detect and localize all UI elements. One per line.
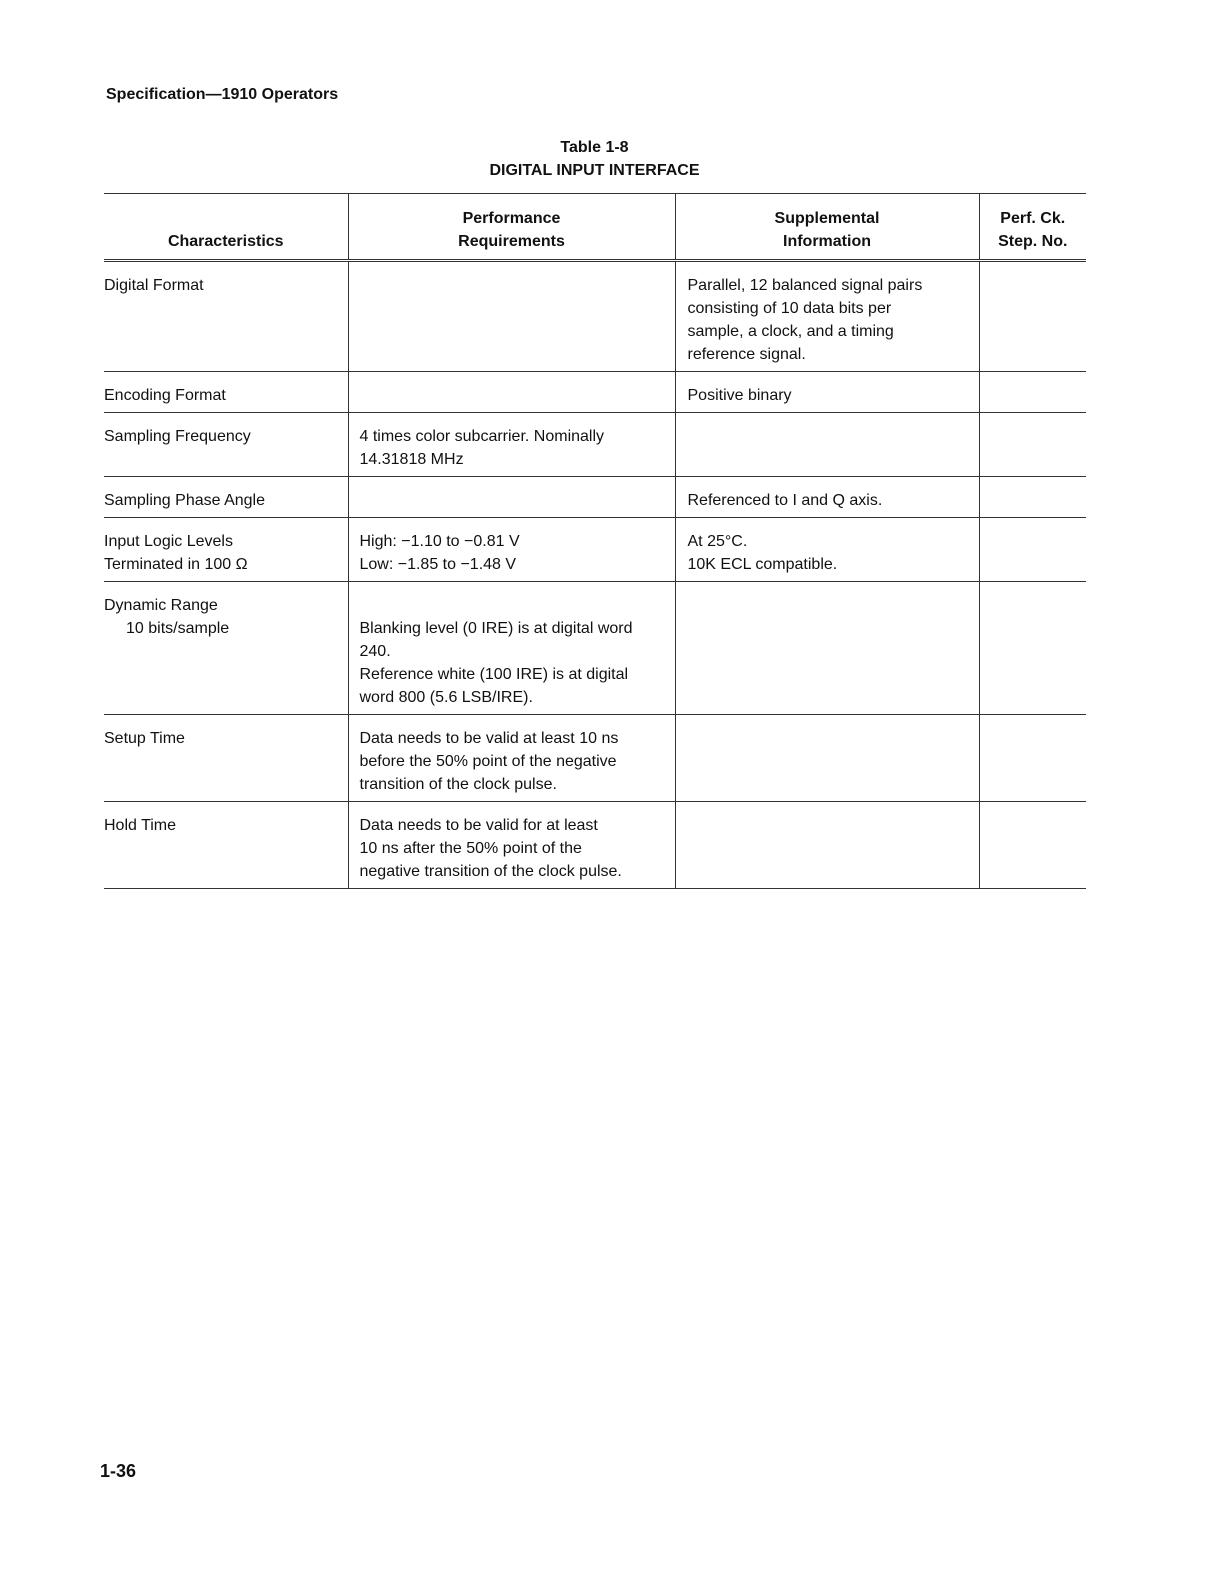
header-line: Performance [462,210,561,227]
cell-supplemental [675,518,979,582]
cell-line: Reference white (100 IRE) is at digital [359,666,629,683]
cell-supplemental [675,261,979,372]
header-line: Perf. Ck. [1000,210,1066,227]
cell-line: Dynamic Range [104,597,218,614]
cell-characteristics [104,261,348,372]
cell-characteristics [104,372,348,413]
cell-line: word 800 (5.6 LSB/IRE). [359,689,533,706]
cell-supplemental [675,802,979,889]
cell-line: Positive binary [687,387,792,404]
cell-supplemental [675,582,979,715]
cell-line: Low: −1.85 to −1.48 V [359,556,517,573]
cell-performance [348,802,675,889]
cell-line: Input Logic Levels [104,533,233,550]
cell-line: 10K ECL compatible. [687,556,838,573]
cell-supplemental [675,413,979,477]
cell-characteristics [104,518,348,582]
header-supplemental-information [675,194,979,261]
cell-step-number [979,582,1086,715]
cell-line: Referenced to I and Q axis. [687,492,883,509]
cell-characteristics [104,802,348,889]
cell-performance [348,413,675,477]
header-line: Supplemental [774,210,880,227]
cell-step-number [979,261,1086,372]
cell-characteristics [104,477,348,518]
cell-line: Encoding Format [104,387,226,404]
header-performance-requirements [348,194,675,261]
table-row [104,477,1086,518]
cell-performance [348,261,675,372]
page-number: 1-36 [100,1461,137,1481]
cell-line: consisting of 10 data bits per [687,300,892,317]
cell-line: sample, a clock, and a timing [687,323,894,340]
cell-performance [348,715,675,802]
cell-step-number [979,372,1086,413]
table-row [104,582,1086,715]
cell-line: Data needs to be valid for at least [359,817,598,834]
cell-characteristics [104,715,348,802]
cell-supplemental [675,715,979,802]
digital-input-interface-table [104,193,1086,889]
cell-line: Terminated in 100 Ω [104,556,248,573]
cell-line: Digital Format [104,277,204,294]
cell-line: reference signal. [687,346,806,363]
cell-line: Blanking level (0 IRE) is at digital word [359,620,633,637]
cell-characteristics [104,582,348,715]
cell-performance [348,372,675,413]
header-perf-check-step [979,194,1086,261]
cell-performance [348,582,675,715]
cell-line: Data needs to be valid at least 10 ns [359,730,619,747]
table-row [104,715,1086,802]
cell-line: Sampling Frequency [104,428,251,445]
table-row [104,802,1086,889]
table-header-row [104,194,1086,261]
cell-performance [348,477,675,518]
cell-characteristics [104,413,348,477]
cell-line: 14.31818 MHz [359,451,464,468]
cell-line: Hold Time [104,817,177,834]
cell-line: 10 ns after the 50% point of the [359,840,582,857]
cell-supplemental [675,372,979,413]
table-number: Table 1-8 [560,139,629,156]
header-characteristics [104,194,348,261]
cell-line: At 25°C. [687,533,748,550]
table-row [104,413,1086,477]
header-line: Information [783,233,871,250]
table-row [104,518,1086,582]
header-line: Step. No. [998,233,1068,250]
running-header: Specification—1910 Operators [106,86,339,103]
cell-line: Parallel, 12 balanced signal pairs [687,277,923,294]
cell-step-number [979,715,1086,802]
cell-line: negative transition of the clock pulse. [359,863,622,880]
cell-line: 240. [359,643,391,660]
cell-line: Sampling Phase Angle [104,492,265,509]
table-caption [0,136,1189,182]
cell-line: 4 times color subcarrier. Nominally [359,428,605,445]
cell-line: High: −1.10 to −0.81 V [359,533,520,550]
cell-performance [348,518,675,582]
cell-line: before the 50% point of the negative [359,753,617,770]
table-row [104,372,1086,413]
cell-line: 10 bits/sample [126,620,230,637]
cell-supplemental [675,477,979,518]
cell-line [360,594,669,617]
table-title: DIGITAL INPUT INTERFACE [489,162,700,179]
header-line: Characteristics [167,233,284,250]
cell-step-number [979,477,1086,518]
header-line: Requirements [458,233,565,250]
cell-step-number [979,518,1086,582]
cell-line: transition of the clock pulse. [359,776,557,793]
cell-step-number [979,413,1086,477]
cell-step-number [979,802,1086,889]
cell-line: Setup Time [104,730,185,747]
table-row [104,261,1086,372]
